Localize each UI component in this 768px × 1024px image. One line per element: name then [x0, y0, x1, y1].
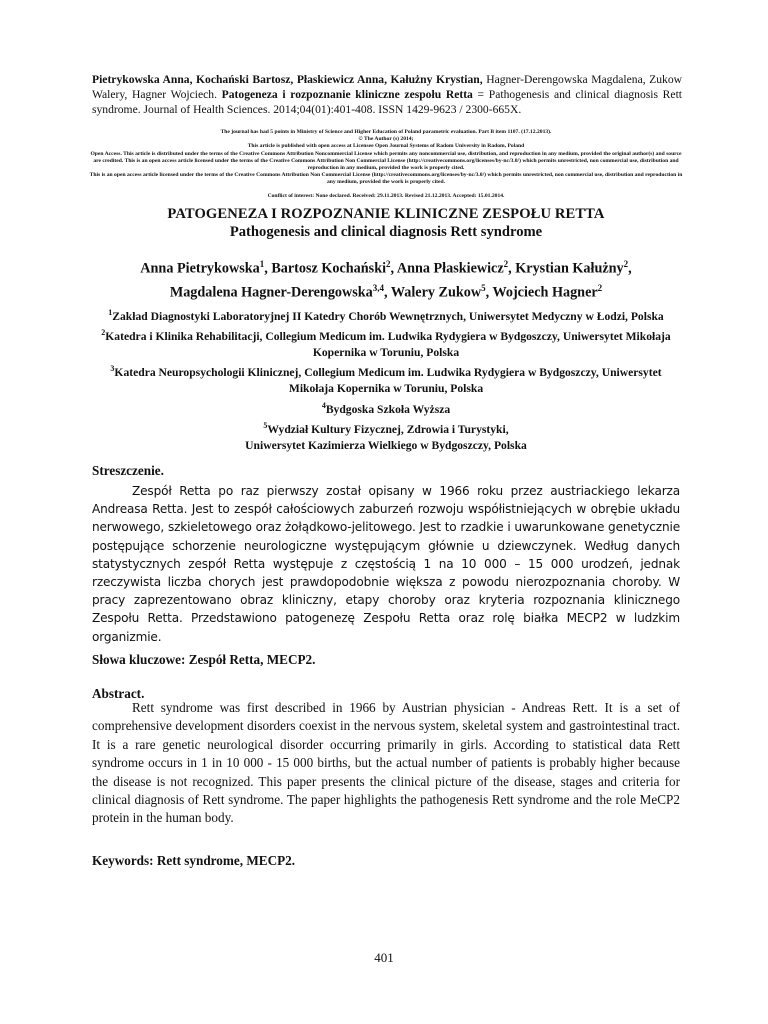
author-affil-number: 1 [259, 259, 265, 269]
author-separator: , [628, 260, 632, 277]
author-affil-number: 2 [623, 259, 629, 269]
fine-line: This article is published with open access at Licensee Open Journal Systems of Radom University in Radom, Poland [247, 143, 525, 150]
affiliation-5 [92, 418, 680, 438]
author-affil-number: 2 [386, 259, 391, 269]
journal-fine-print [88, 129, 684, 200]
affiliation-3 [92, 361, 680, 397]
author-affil-number: 2 [503, 259, 509, 269]
author-name: , Wojciech Hagner [485, 284, 598, 301]
author-affil-number: 3,4 [372, 282, 385, 293]
affil-text: Katedra i Klinika Rehabilitacji, Collegium Medicum im. Ludwika Rydygiera w Bydgoszczy, Uniwersytet Mikołaja Kopernika w Toruniu, Polska [105, 329, 671, 360]
streszczenie-body [92, 482, 680, 646]
affil-text: Katedra Neuropsychologii Klinicznej, Collegium Medicum im. Ludwika Rydygiera w Bydgoszczy, Uniwersytet Mikołaja Kopernika w Toruniu, Polska [114, 366, 662, 396]
streszczenie-paragraph: Zespół Retta po raz pierwszy został opisany w 1966 roku przez austriackiego lekarza Andreasa Retta. Jest to zespół całościowych zaburzeń rozwoju współistniejących w obrębie układu nerwowego, szkieletowego oraz żołądkowo-jelitowego. Jest to rzadkie i uwarunkowane genetycznie postępujące schorzenie neurologiczne występującym głównie u dziewczynek. Według danych statystycznych zespół Retta występuje z częstością 1 na 10 000 – 15 000 urodzeń, jednak rzeczywista liczba chorych jest prawdopodobnie większa z powodu nierozpoznania choroby. W pracy zaprezentowano obraz kliniczny, etapy choroby oraz kryteria rozpoznania klinicznego Zespołu Retta. Przedstawiono patogenezę Zespołu Retta oraz rolę białka MECP2 w ludzkim organizmie. [92, 484, 680, 644]
author-name: Anna Pietrykowska [140, 260, 260, 277]
fine-line: Open Access. This article is distributed under the terms of the Creative Commons Attribution Noncommercial License which permits any noncommercial use, distribution, and reproduction in any medium, provided the original author(s) and source are credited. This is an open access article licensed under the terms of the Creative Commons Attribution Non Commercial License (http://creativecommons.org/licenses/by-nc/3.0/) which permits unrestricted, non commercial use, distribution and reproduction in any medium, provided the work is properly cited. [90, 150, 682, 172]
citation [92, 72, 682, 117]
fine-line: The journal has had 5 points in Ministry of Science and Higher Education of Poland parametric evaluation. Part B item 1107. (17.12.2013). [220, 129, 552, 135]
author-affil-number: 5 [481, 282, 486, 293]
citation-authors: Pietrykowska Anna, Kochański Bartosz, Płaskiewicz Anna, Kałużny Krystian, [92, 73, 483, 86]
title-english: Pathogenesis and clinical diagnosis Rett syndrome [229, 224, 543, 240]
citation-title: Patogeneza i rozpoznanie kliniczne zespołu Retta [217, 88, 473, 101]
author-name: , Walery Zukow [384, 284, 482, 301]
citation-rest: = Pathogenesis and clinical diagnosis Rett syndrome. Journal of Health Sciences. 2014;04(01):401-408. ISSN 1429-9623 / 2300-665X. [92, 88, 683, 116]
affiliations [92, 305, 680, 454]
affiliation-5-cont: Uniwersytet Kazimierza Wielkiego w Bydgoszczy, Polska [245, 438, 527, 452]
affiliation-2 [92, 325, 680, 361]
author-name: , Krystian Kałużny [508, 260, 624, 277]
author-affil-number: 2 [597, 282, 603, 293]
affil-number: 1 [108, 308, 113, 317]
affil-text: Zakład Diagnostyki Laboratoryjnej II Katedry Chorób Wewnętrznych, Uniwersytet Medyczny w Łodzi, Polska [112, 309, 664, 323]
fine-line-conflict: Conflict of interest: None declared. Received: 29.11.2013. Revised 21.12.2013. Accepted: 15.01.2014. [267, 192, 505, 199]
affil-number: 4 [321, 400, 326, 410]
fine-line: © The Author (s) 2014; [358, 136, 414, 143]
page-number: 401 [374, 950, 394, 965]
author-name: , Bartosz Kochański [264, 260, 387, 277]
affil-number: 2 [101, 328, 106, 338]
author-list [92, 255, 680, 302]
fine-line: This is an open access article licensed under the terms of the Creative Commons Attribution Non Commercial License (http://creativecommons.org/licenses/by-nc/3.0/) which permits unrestricted, non commercial use, distribution and reproduction in any medium, provided the work is properly cited. [89, 172, 683, 186]
affil-text: Wydział Kultury Fizycznej, Zdrowia i Turystyki, [267, 422, 509, 436]
affil-number: 5 [263, 420, 268, 430]
keywords: Keywords: Rett syndrome, MECP2. [92, 853, 296, 868]
affil-text: Bydgoska Szkoła Wyższa [325, 402, 451, 416]
abstract-paragraph: Rett syndrome was first described in 1966 by Austrian physician - Andreas Rett. It is a set of comprehensive development disorders coexist in the nervous system, skeletal system and gastrointestinal tract. It is a rare genetic neurological disorder occurring primarily in girls. According to statistical data Rett syndrome occurs in 1 in 10 000 - 15 000 births, but the actual number of patients is probably higher because the disease is not recognized. This paper presents the clinical picture of the disease, stages and criteria for clinical diagnosis of Rett syndrome. The paper highlights the pathogenesis Rett syndrome and the role MeCP2 protein in the human body. [92, 700, 680, 826]
author-name: , Anna Płaskiewicz [390, 260, 504, 277]
author-name: Magdalena Hagner-Derengowska [169, 284, 373, 301]
title-polish: PATOGENEZA I ROZPOZNANIE KLINICZNE ZESPOŁU RETTA [167, 206, 605, 222]
streszczenie-heading: Streszczenie. [92, 463, 164, 478]
affiliation-4 [92, 398, 680, 418]
slowa-kluczowe: Słowa kluczowe: Zespół Retta, MECP2. [92, 652, 316, 667]
affil-number: 3 [110, 364, 115, 374]
citation-authors-rest: Hagner-Derengowska Magdalena, Zukow Walery, Hagner Wojciech. [92, 73, 683, 101]
abstract-body [92, 699, 680, 828]
affiliation-1 [92, 305, 680, 325]
abstract-heading: Abstract. [92, 686, 145, 701]
